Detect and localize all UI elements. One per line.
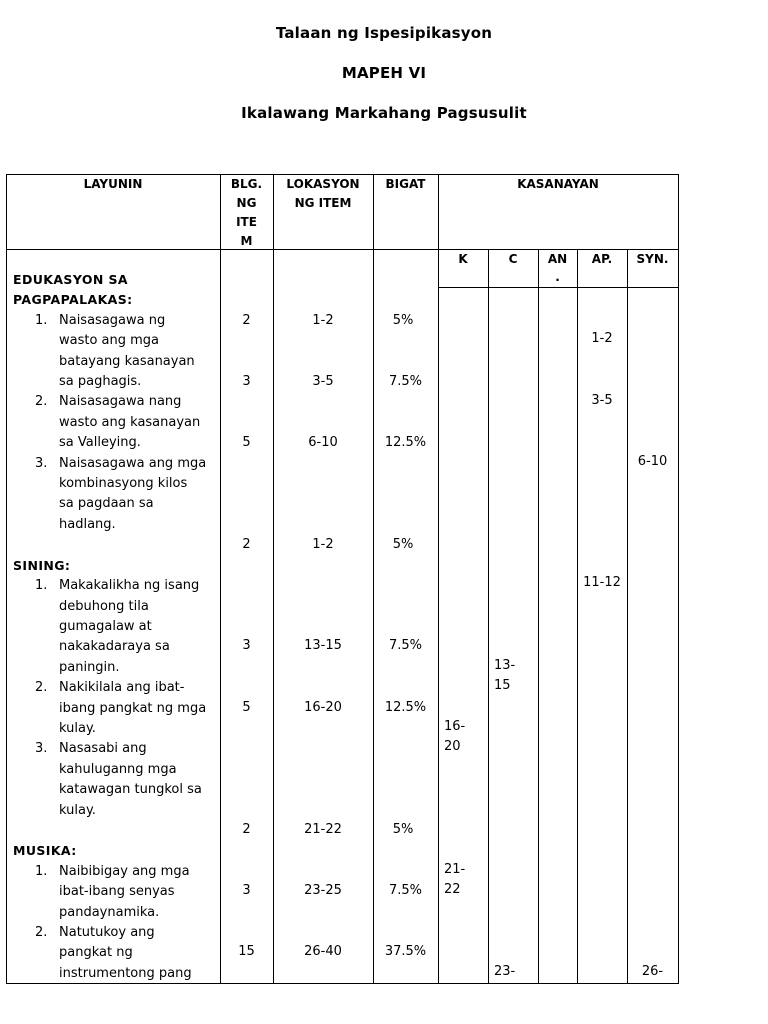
header-layunin: LAYUNIN [83,177,143,191]
objective-item: 2. Natutukoy ang [35,925,155,940]
lokasyon-value: 1-2 [312,537,334,552]
syn-value: 26- [641,964,664,979]
header-lokasyon: LOKASYON NG ITEM [286,177,360,210]
bigat-value: 5% [392,822,414,837]
syn-value: 6-10 [637,454,668,469]
blg-value: 5 [242,435,251,450]
objective-item: 1. Naisasagawa ng [35,312,166,328]
ap-value: 11-12 [583,575,621,590]
lokasyon-value: 1-2 [312,313,334,328]
ap-value: 1-2 [591,331,613,346]
ap-value: 3-5 [591,393,613,408]
header-k: K [458,252,468,266]
c-value: 23- [494,964,516,979]
objective-item: 2. Naisasagawa nang [35,394,182,410]
blg-value: 5 [242,700,251,715]
header-syn: SYN. [636,252,669,266]
lokasyon-value: 13-15 [304,638,342,653]
objective-item: 1. Makakalikha ng isang [35,578,200,594]
blg-value: 2 [242,313,251,328]
blg-value: 3 [242,638,251,653]
header-bigat: BIGAT [385,177,426,191]
k-value: 21- 22 [444,862,466,897]
section-sining: SINING: [13,557,71,573]
blg-value: 2 [242,537,251,552]
bigat-value: 7.5% [388,374,423,389]
section-musika: MUSIKA: [13,843,77,859]
bigat-value: 7.5% [388,883,423,898]
lokasyon-value: 6-10 [308,435,338,450]
blg-value: 15 [238,944,255,959]
bigat-value: 5% [392,537,414,552]
lokasyon-value: 26-40 [304,944,342,959]
header-an: AN . [547,252,568,284]
objective-item: 2. Nakikilala ang ibat- [35,680,185,696]
objective-item: 3. Naisasagawa ang mga [35,455,207,471]
blg-value: 3 [242,374,251,389]
c-value: 13- 15 [494,658,516,693]
objective-item: 3. Nasasabi ang [35,741,147,757]
header-ap: AP. [591,252,613,266]
header-blg: BLG. NG ITE M [230,177,263,248]
layunin-column: EDUKASYON SA PAGPAPALAKAS: 1. Naisasagawa ng wasto ang mga batayang kasanayan sa paghagis. 2. Naisasagawa nang wasto ang kasanayan sa Valleying. 3. Naisasagawa ang mga kombinasyong kilos sa pagdaan sa hadlang. SINING: 1. Makakalikha ng isang debuhong tila gumagalaw at nakakadaraya sa paningin. 2. Nakikilala ang ibat- ibang pangkat ng mga kulay. 3. Nasasabi ang kahuluganng mga katawagan tungkol sa kulay. MUSIKA: 1. Naibibigay ang mga ibat-ibang senyas pandaynamika. 2. Natutukoy ang pangkat ng instrumentong pang [13,272,207,981]
lokasyon-value: 3-5 [312,374,334,389]
bigat-value: 7.5% [388,638,423,653]
bigat-value: 12.5% [384,700,427,715]
header-c: C [508,252,518,266]
header-kasanayan: KASANAYAN [517,177,599,191]
k-value: 16- 20 [444,719,466,754]
bigat-value: 5% [392,313,414,328]
bigat-value: 37.5% [384,944,427,959]
blg-value: 2 [242,822,251,837]
section-edukasyon: EDUKASYON SA [13,272,128,287]
blg-value: 3 [242,883,251,898]
lokasyon-value: 21-22 [304,822,342,837]
exam-title: Ikalawang Markahang Pagsusulit [241,104,527,122]
subject-title: MAPEH VI [341,64,427,82]
lokasyon-value: 16-20 [304,700,342,715]
bigat-value: 12.5% [384,435,427,450]
document-title: Talaan ng Ispesipikasyon [275,24,493,42]
lokasyon-value: 23-25 [304,883,342,898]
objective-item: 1. Naibibigay ang mga [35,863,190,879]
